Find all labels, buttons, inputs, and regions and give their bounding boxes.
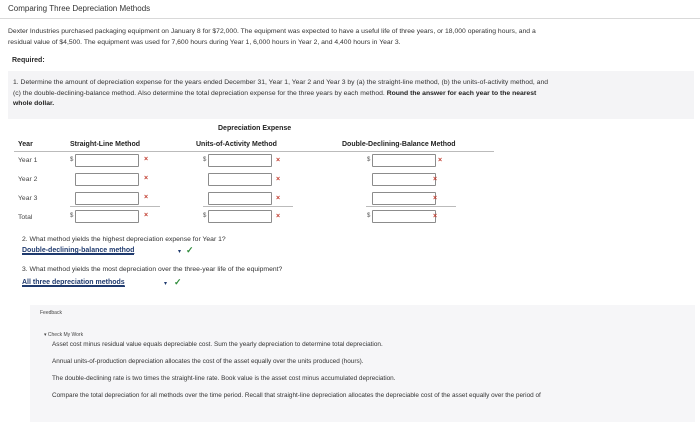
- sl-year-2-input[interactable]: [75, 173, 139, 186]
- divider: [0, 18, 700, 19]
- ddb-total-input[interactable]: [372, 210, 436, 223]
- ddb-year-1-input[interactable]: [372, 154, 436, 167]
- sl-sum-rule: [70, 206, 160, 207]
- year-column-header: Year: [18, 141, 33, 148]
- intro-line-1: Dexter Industries purchased packaging equipment on January 8 for $72,000. The equipment was expected to have a useful life of three years, or 18,000 operating hours, and a: [8, 28, 536, 35]
- chevron-down-icon[interactable]: ▾: [164, 281, 168, 287]
- incorrect-mark-icon: ×: [433, 213, 438, 220]
- feedback-line-1: Asset cost minus residual value equals depreciable cost. Sum the yearly depreciation to determine total depreciation.: [52, 341, 383, 348]
- incorrect-mark-icon: ×: [276, 176, 281, 183]
- feedback-line-2: Annual units-of-production depreciation allocates the cost of the asset equally over the units produced (hours).: [52, 358, 364, 365]
- page-title: Comparing Three Depreciation Methods: [8, 4, 151, 13]
- currency-symbol: $: [70, 157, 74, 163]
- check-my-work-toggle[interactable]: ▾ Check My Work: [44, 332, 84, 338]
- row-label-total: Total: [18, 214, 33, 221]
- incorrect-mark-icon: ×: [433, 195, 438, 202]
- q1-line-2-text: (c) the double-declining-balance method. Also determine the total depreciation expense for the three years by each method.: [13, 89, 387, 97]
- ua-year-2-input[interactable]: [208, 173, 272, 186]
- incorrect-mark-icon: ×: [433, 176, 438, 183]
- sl-year-3-input[interactable]: [75, 192, 139, 205]
- units-of-activity-column-header: Units-of-Activity Method: [196, 141, 277, 148]
- row-label-year-3: Year 3: [18, 195, 38, 202]
- q1-line-3: [13, 99, 688, 110]
- incorrect-mark-icon: ×: [276, 195, 281, 202]
- currency-symbol: $: [367, 213, 371, 219]
- ddb-column-header: Double-Declining-Balance Method: [342, 141, 456, 148]
- question-3: 3. What method yields the most depreciation over the three-year life of the equipment?: [22, 266, 283, 273]
- header-rule: [14, 151, 494, 152]
- chevron-down-icon[interactable]: ▾: [178, 249, 182, 255]
- incorrect-mark-icon: ×: [144, 175, 149, 182]
- currency-symbol: $: [367, 157, 371, 163]
- incorrect-mark-icon: ×: [276, 157, 281, 164]
- depreciation-expense-header: Depreciation Expense: [218, 125, 292, 132]
- q1-rounding-instruction-end: whole dollar.: [13, 100, 55, 107]
- incorrect-mark-icon: ×: [438, 157, 443, 164]
- ddb-year-3-input[interactable]: [372, 192, 436, 205]
- checkmark-icon: ✓: [186, 245, 194, 255]
- row-label-year-1: Year 1: [18, 157, 38, 164]
- ua-sum-rule: [203, 206, 293, 207]
- feedback-title: Feedback: [40, 310, 62, 316]
- incorrect-mark-icon: ×: [144, 212, 149, 219]
- incorrect-mark-icon: ×: [144, 194, 149, 201]
- problem-statement: [8, 26, 688, 48]
- currency-symbol: $: [70, 213, 74, 219]
- currency-symbol: $: [203, 157, 207, 163]
- question-2: 2. What method yields the highest depreciation expense for Year 1?: [22, 236, 226, 243]
- sl-year-1-input[interactable]: [75, 154, 139, 167]
- intro-line-2: residual value of $4,500. The equipment was used for 7,600 hours during Year 1, 6,000 hours in Year 2, and 4,400 hours in Year 3.: [8, 39, 401, 46]
- feedback-line-4: Compare the total depreciation for all methods over the time period. Recall that straight-line depreciation allocates the depreciable cost of the asset equally over the period of: [52, 392, 541, 399]
- question-1: [13, 78, 688, 110]
- currency-symbol: $: [203, 213, 207, 219]
- ddb-year-2-input[interactable]: [372, 173, 436, 186]
- incorrect-mark-icon: ×: [276, 213, 281, 220]
- required-label: Required:: [12, 57, 45, 64]
- q1-rounding-instruction: Round the answer for each year to the nearest: [386, 89, 537, 97]
- q2-answer-dropdown[interactable]: Double-declining-balance method: [22, 247, 135, 254]
- ua-total-input[interactable]: [208, 210, 272, 223]
- feedback-line-3: The double-declining rate is two times the straight-line rate. Book value is the asset cost minus accumulated depreciation.: [52, 375, 396, 382]
- ua-year-3-input[interactable]: [208, 192, 272, 205]
- q1-line-2: [13, 89, 688, 100]
- straight-line-column-header: Straight-Line Method: [70, 141, 140, 148]
- incorrect-mark-icon: ×: [144, 156, 149, 163]
- checkmark-icon: ✓: [174, 277, 182, 287]
- q1-line-1: 1. Determine the amount of depreciation expense for the years ended December 31, Year 1, Year 2 and Year 3 by (a) the straight-line method, (b) the units-of-activity method, and: [13, 79, 549, 86]
- ua-year-1-input[interactable]: [208, 154, 272, 167]
- q3-answer-dropdown[interactable]: All three depreciation methods: [22, 279, 125, 286]
- ddb-sum-rule: [366, 206, 456, 207]
- row-label-year-2: Year 2: [18, 176, 38, 183]
- sl-total-input[interactable]: [75, 210, 139, 223]
